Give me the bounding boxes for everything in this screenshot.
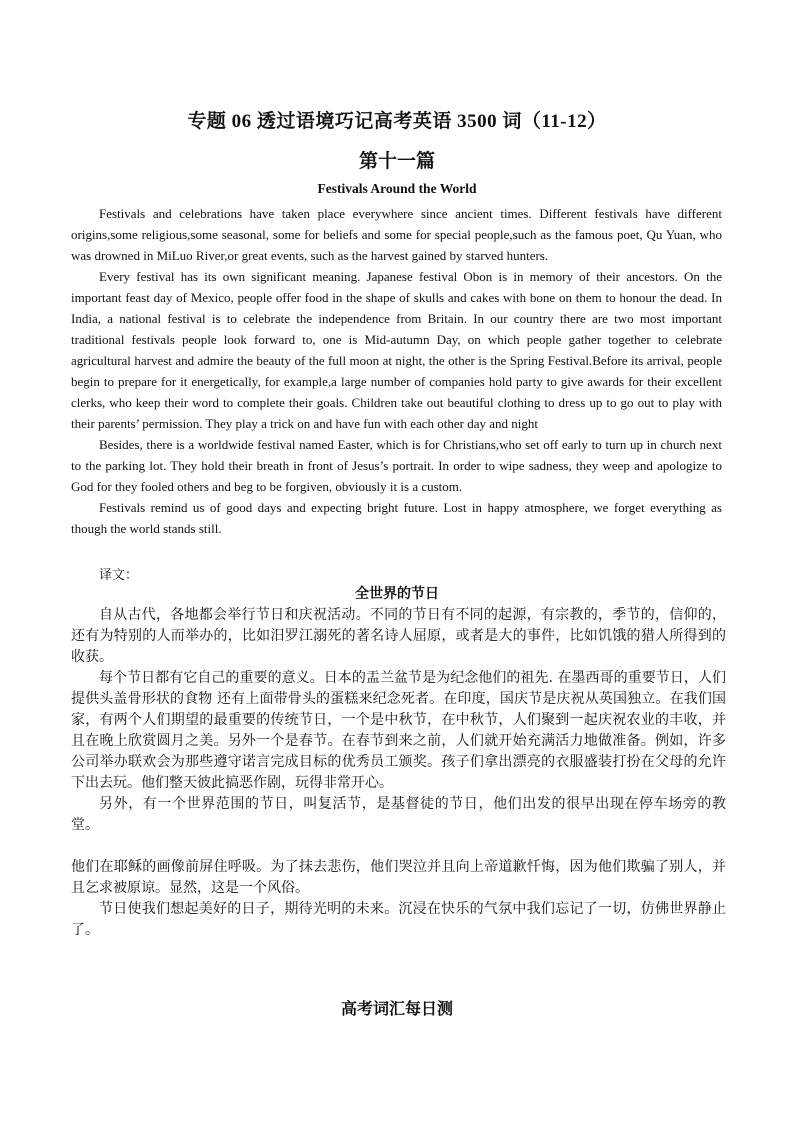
translation-label: 译文： [99,567,139,582]
chinese-paragraph: 自从古代，各地都会举行节日和庆祝活动。不同的节日有不同的起源，有宗教的，季节的，信仰的，还有为特别的人而举办的，比如汨罗江溺死的著名诗人屈原，或者是大的事件，比如饥饿的猎人所得到的收获。 [71,607,726,665]
vocab-heading: 高考词汇每日测 [340,999,453,1018]
article-title: Festivals Around the World [317,181,477,196]
chinese-paragraph: 另外，有一个世界范围的节日，叫复活节，是基督徒的节日，他们出发的很早出现在停车场旁的教堂。 [71,796,726,833]
document-title: 专题 06 透过语境巧记高考英语 3500 词（11-12） [187,111,607,132]
english-paragraph: Besides, there is a worldwide festival named Easter, which is for Christians,who set off early to turn up in church next to the parking lot. They hold their breath in front of Jesus’s portrait. In order to wipe sadness, they weep and apologize to God for they fooled others and beg to be forgiven, obviously it is a custom. [71,437,722,494]
chapter-title: 第十一篇 [358,151,435,172]
english-paragraph: Festivals and celebrations have taken place everywhere since ancient times. Different festivals have different origins,some religious,some seasonal, some for beliefs and some for special people,such as the famous poet, Qu Yuan, who was drowned in MiLuo River,or great events, such as the harvest gained by starved hunters. [71,206,722,263]
chinese-translation [71,605,726,941]
english-paragraph: Every festival has its own significant meaning. Japanese festival Obon is in memory of their ancestors. On the important feast day of Mexico, people offer food in the shape of skulls and cakes with bone on them to honour the dead. In India, a national festival is to celebrate the independence from Britain. In our country there are two most important traditional festivals people look forward to, one is Mid-autumn Day, on which people gather together to celebrate agricultural harvest and admire the beauty of the full moon at night, the other is the Spring Festival.Before its arrival, people begin to prepare for it energetically, for example,a large number of companies hold party to give awards for their excellent clerks, who keep their word to complete their goals. Children take out beautiful clothing to dress up to go out to play with their parents’ permission. They play a trick on and have fun with each other day and night [71,269,722,431]
english-paragraph: Festivals remind us of good days and expecting bright future. Lost in happy atmosphere, we forget everything as though the world stands still. [71,500,722,536]
english-article [71,203,722,539]
chinese-paragraph: 他们在耶稣的画像前屏住呼吸。为了抹去悲伤，他们哭泣并且向上帝道歉忏悔，因为他们欺骗了别人，并且乞求被原谅。显然，这是一个风俗。 [71,859,726,896]
chinese-paragraph: 每个节日都有它自己的重要的意义。日本的盂兰盆节是为纪念他们的祖先. 在墨西哥的重要节日，人们提供头盖骨形状的食物 还有上面带骨头的蛋糕来纪念死者。在印度，国庆节是庆祝从英国独立。在我们国家，有两个人们期望的最重要的传统节日，一个是中秋节，在中秋节，人们聚到一起庆祝农业的丰收，并且在晚上欣赏圆月之美。另外一个是春节。在春节到来之前，人们就开始充满活力地做准备。例如，许多公司举办联欢会为那些遵守诺言完成目标的优秀员工颁奖。孩子们拿出漂亮的衣服盛装打扮在父母的允许下出去玩。他们整天彼此搞恶作剧，玩得非常开心。 [71,670,726,791]
chinese-title: 全世界的节日 [355,587,439,602]
chinese-paragraph: 节日使我们想起美好的日子，期待光明的未来。沉浸在快乐的气氛中我们忘记了一切，仿佛世界静止了。 [71,901,726,938]
